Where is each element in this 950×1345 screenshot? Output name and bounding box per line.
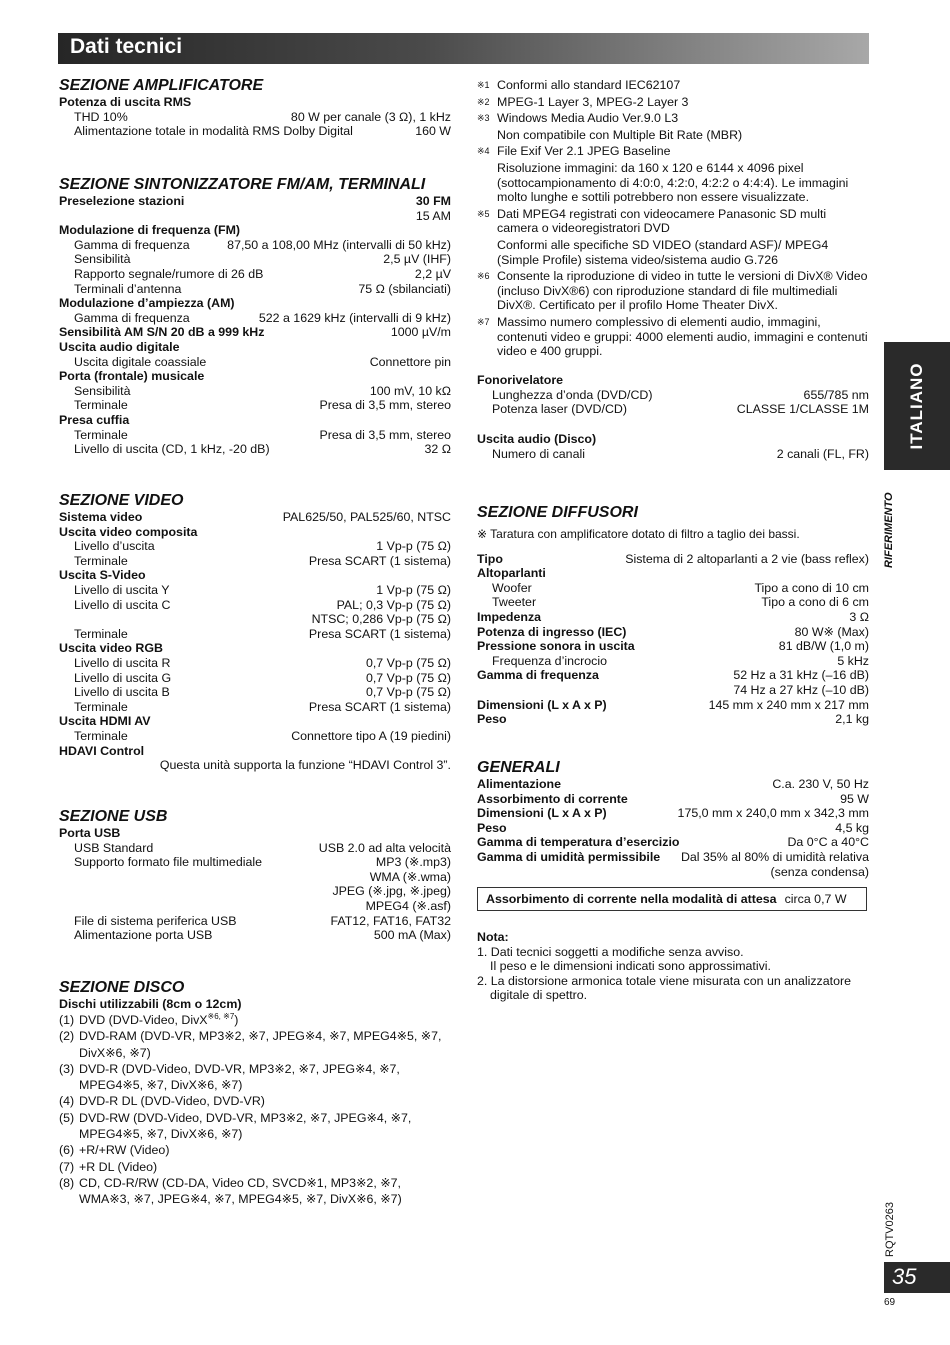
footnote: Conformi alle specifiche SD VIDEO (standard ASF)/ MPEG4 (Simple Profile) sistema video/sistema audio G.726	[497, 237, 829, 267]
section-general	[477, 758, 869, 879]
spec-heading: Uscita HDMI AV	[59, 714, 151, 729]
list-item: (4) DVD-R DL (DVD-Video, DVD-VR)	[59, 1094, 265, 1109]
spec-row: Gamma di umidità permissibile Dal 35% al 80% di umidità relativa	[477, 849, 869, 864]
spec-heading: Altoparlanti	[477, 566, 546, 581]
spec-row: Terminale Presa di 3,5 mm, stereo	[74, 427, 451, 442]
spec-heading: HDAVI Control	[59, 743, 145, 758]
list-item: DivX※6, ※7)	[79, 1045, 151, 1060]
speaker-note: ※ Taratura con amplificatore dotato di filtro a taglio dei bassi.	[477, 527, 800, 541]
language-tab-label: ITALIANO	[907, 362, 926, 450]
spec-row: Potenza di ingresso (IEC) 80 W※ (Max)	[477, 624, 869, 639]
note-line: 1. Dati tecnici soggetti a modifiche senza avviso.	[477, 944, 744, 959]
spec-row: Numero di canali 2 canali (FL, FR)	[492, 446, 869, 461]
language-tab	[884, 342, 950, 470]
spec-row: Questa unità supporta la funzione “HDAVI Control 3”.	[159, 758, 451, 773]
spec-heading: Potenza di uscita RMS	[59, 95, 192, 109]
list-item: MPEG4※5, ※7, DivX※6, ※7)	[79, 1127, 243, 1142]
section-side-label: RIFERIMENTO	[883, 492, 895, 568]
spec-heading: Uscita S-Video	[59, 568, 146, 583]
spec-row: Supporto formato file multimediale MP3 (※.mp3)	[74, 855, 451, 870]
document-code: RQTV0263	[884, 1201, 896, 1257]
section-pickup	[477, 373, 869, 417]
section-title: SEZIONE SINTONIZZATORE FM/AM, TERMINALI	[59, 176, 426, 193]
spec-row: Woofer Tipo a cono di 10 cm	[492, 580, 869, 595]
page-number: 35	[892, 1264, 917, 1289]
spec-row: Dimensioni (L x A x P) 175,0 mm x 240,0 mm x 342,3 mm	[477, 806, 869, 821]
spec-row: WMA (※.wma)	[369, 869, 451, 884]
section-audio-out	[477, 432, 869, 461]
spec-heading: Uscita video RGB	[59, 641, 163, 656]
footnote: Non compatibile con Multiple Bit Rate (MBR)	[497, 127, 743, 142]
spec-row: 74 Hz a 27 kHz (–10 dB)	[733, 682, 869, 697]
spec-row: NTSC; 0,286 Vp-p (75 Ω)	[311, 612, 451, 627]
standby-label: Assorbimento di corrente nella modalità di attesa	[486, 892, 777, 906]
spec-row: Terminale Presa di 3,5 mm, stereo	[74, 398, 451, 413]
spec-row: Gamma di frequenza 87,50 a 108,00 MHz (intervalli di 50 kHz)	[74, 237, 451, 252]
spec-row: Livello di uscita (CD, 1 kHz, -20 dB) 32 Ω	[74, 442, 451, 457]
list-item: (2) DVD-RAM (DVD-VR, MP3※2, ※7, JPEG※4, ※7, MPEG4※5, ※7,	[59, 1029, 442, 1044]
footnote: ※3 Windows Media Audio Ver.9.0 L3	[477, 111, 679, 126]
standby-value: circa 0,7 W	[784, 892, 847, 906]
footnote: ※5 Dati MPEG4 registrati con videocamere Panasonic SD multi camera o videoregistratori DVD	[477, 206, 827, 236]
spec-row: Tipo Sistema di 2 altoparlanti a 2 vie (bass reflex)	[477, 551, 869, 566]
spec-row: Potenza laser (DVD/CD) CLASSE 1/CLASSE 1M	[492, 402, 869, 417]
list-item: (8) CD, CD-R/RW (CD-DA, Video CD, SVCD※1, MP3※2, ※7,	[59, 1175, 401, 1190]
section-title: SEZIONE USB	[59, 808, 168, 825]
spec-row: Rapporto segnale/rumore di 26 dB 2,2 µV	[74, 266, 451, 281]
list-item: (1) DVD (DVD-Video, DivX$^{※6, ※7}$)	[59, 1011, 239, 1027]
spec-row: Pressione sonora in uscita 81 dB/W (1,0 m)	[477, 639, 869, 654]
spec-row: 15 AM	[415, 208, 451, 223]
spec-row: Gamma di temperatura d’esercizio Da 0°C a 40°C	[477, 835, 869, 850]
spec-row: Lunghezza d’onda (DVD/CD) 655/785 nm	[492, 387, 869, 402]
section-title: GENERALI	[477, 759, 560, 776]
spec-row: Gamma di frequenza 522 a 1629 kHz (intervalli di 9 kHz)	[74, 310, 451, 325]
spec-row: (senza condensa)	[770, 864, 869, 879]
spec-row: Frequenza d’incrocio 5 kHz	[492, 653, 869, 668]
spec-heading: Presa cuffia	[59, 412, 130, 427]
section-title: SEZIONE VIDEO	[59, 492, 184, 509]
spec-row: Sistema video PAL625/50, PAL525/60, NTSC	[59, 510, 451, 524]
spec-heading: Dischi utilizzabili (8cm o 12cm)	[59, 997, 242, 1011]
spec-row: Preselezione stazioni 30 FM	[59, 194, 451, 208]
spec-heading: Modulazione di frequenza (FM)	[59, 223, 241, 238]
spec-row: Alimentazione porta USB 500 mA (Max)	[74, 928, 451, 943]
spec-row: Dimensioni (L x A x P) 145 mm x 240 mm x 217 mm	[477, 697, 869, 712]
section-notes	[477, 930, 869, 1003]
spec-heading: Uscita audio (Disco)	[477, 432, 597, 446]
spec-row: Livello di uscita B 0,7 Vp-p (75 Ω)	[74, 685, 451, 700]
page-title: Dati tecnici	[70, 35, 183, 58]
spec-row: Peso 2,1 kg	[477, 712, 869, 727]
notes-heading: Nota:	[477, 930, 509, 944]
footnote: ※6 Consente la riproduzione di video in tutte le versioni di DivX® Video (incluso DivX®6) con riproduzione standard di file multimediali DivX®. Certificato per il profilo Home Theater DivX.	[477, 269, 868, 313]
spec-row: Impedenza 3 Ω	[477, 609, 869, 624]
spec-heading: Porta (frontale) musicale	[59, 369, 205, 384]
spec-row: Sensibilità AM S/N 20 dB a 999 kHz 1000 µV/m	[59, 325, 451, 340]
footnote: ※2 MPEG-1 Layer 3, MPEG-2 Layer 3	[477, 94, 689, 109]
standby-power-box	[477, 887, 867, 911]
footnote: ※1 Conformi allo standard IEC62107	[477, 78, 681, 92]
spec-heading: Uscita audio digitale	[59, 339, 180, 354]
spec-heading: Uscita video composita	[59, 524, 198, 539]
spec-row: USB Standard USB 2.0 ad alta velocità	[74, 840, 451, 855]
spec-row: Alimentazione totale in modalità RMS Dolby Digital 160 W	[74, 124, 451, 139]
footnotes	[477, 78, 869, 359]
spec-row: Peso 4,5 kg	[477, 820, 869, 835]
spec-row: Alimentazione C.a. 230 V, 50 Hz	[477, 777, 869, 791]
spec-row: Livello di uscita Y 1 Vp-p (75 Ω)	[74, 582, 451, 597]
spec-row: Terminale Presa SCART (1 sistema)	[74, 626, 451, 641]
spec-row: Livello di uscita C PAL; 0,3 Vp-p (75 Ω)	[74, 597, 451, 612]
section-usb	[59, 807, 451, 943]
spec-row: Livello di uscita R 0,7 Vp-p (75 Ω)	[74, 655, 451, 670]
note-line: 2. La distorsione armonica totale viene misurata con un analizzatore	[477, 973, 851, 988]
note-line: digitale di spettro.	[490, 988, 588, 1003]
spec-heading: Modulazione d’ampiezza (AM)	[59, 296, 235, 311]
list-item: (5) DVD-RW (DVD-Video, DVD-VR, MP3※2, ※7, JPEG※4, ※7,	[59, 1110, 412, 1125]
note-line: Il peso e le dimensioni indicati sono approssimativi.	[490, 959, 771, 974]
section-title: SEZIONE DISCO	[59, 979, 185, 996]
spec-row: Terminale Connettore tipo A (19 piedini)	[74, 728, 451, 743]
page-number-box	[884, 1262, 950, 1293]
sub-page-number: 69	[884, 1297, 896, 1308]
section-video	[59, 491, 451, 773]
list-item: WMA※3, ※7, JPEG※4, ※7, MPEG4※5, ※7, DivX※6, ※7)	[79, 1192, 402, 1207]
spec-row: JPEG (※.jpg, ※.jpeg)	[332, 884, 451, 899]
spec-row: Terminale Presa SCART (1 sistema)	[74, 699, 451, 714]
spec-row: Gamma di frequenza 52 Hz a 31 kHz (–16 dB)	[477, 668, 869, 683]
spec-row: Sensibilità 2,5 µV (IHF)	[74, 252, 451, 267]
spec-row: Assorbimento di corrente 95 W	[477, 791, 869, 806]
spec-row: Uscita digitale coassiale Connettore pin	[74, 354, 451, 369]
section-title: SEZIONE DIFFUSORI	[477, 504, 638, 521]
section-title: SEZIONE AMPLIFICATORE	[59, 77, 264, 94]
spec-row: Sensibilità 100 mV, 10 kΩ	[74, 383, 451, 398]
footnote: Risoluzione immagini: da 160 x 120 e 6144 x 4096 pixel (sottocampionamento di 4:0:0, 4:2:0, 4:2:2 o 4:4:4). Le immagini molto lunghe e sottili potrebbero non essere visualizzate.	[497, 160, 849, 205]
spec-row: Livello d’uscita 1 Vp-p (75 Ω)	[74, 539, 451, 554]
list-item: (6) +R/+RW (Video)	[59, 1143, 170, 1158]
section-tuner	[59, 175, 451, 457]
spec-heading: Fonorivelatore	[477, 373, 564, 387]
spec-heading: Porta USB	[59, 826, 121, 840]
footnote: ※7 Massimo numero complessivo di elementi audio, immagini, contenuti video e gruppi: 4000 elementi audio, immagini e contenuti video e 400 gruppi.	[477, 314, 868, 359]
spec-row: MPEG4 (※.asf)	[365, 898, 451, 913]
section-amplifier	[59, 76, 451, 139]
list-item: (3) DVD-R (DVD-Video, DVD-VR, MP3※2, ※7, JPEG※4, ※7,	[59, 1061, 400, 1076]
page-header-banner	[58, 33, 869, 64]
disc-list	[59, 1012, 451, 1208]
list-item: (7) +R DL (Video)	[59, 1159, 158, 1174]
spec-row: Terminali d’antenna 75 Ω (sbilanciati)	[74, 281, 451, 296]
section-disc	[59, 978, 451, 1012]
spec-row: THD 10% 80 W per canale (3 Ω), 1 kHz	[74, 109, 451, 124]
spec-row: Livello di uscita G 0,7 Vp-p (75 Ω)	[74, 670, 451, 685]
spec-row: Tweeter Tipo a cono di 6 cm	[492, 595, 869, 610]
spec-row: Terminale Presa SCART (1 sistema)	[74, 553, 451, 568]
section-speakers	[477, 503, 869, 727]
spec-row: File di sistema periferica USB FAT12, FAT16, FAT32	[74, 913, 451, 928]
footnote: ※4 File Exif Ver 2.1 JPEG Baseline	[477, 144, 671, 159]
list-item: MPEG4※5, ※7, DivX※6, ※7)	[79, 1078, 243, 1093]
